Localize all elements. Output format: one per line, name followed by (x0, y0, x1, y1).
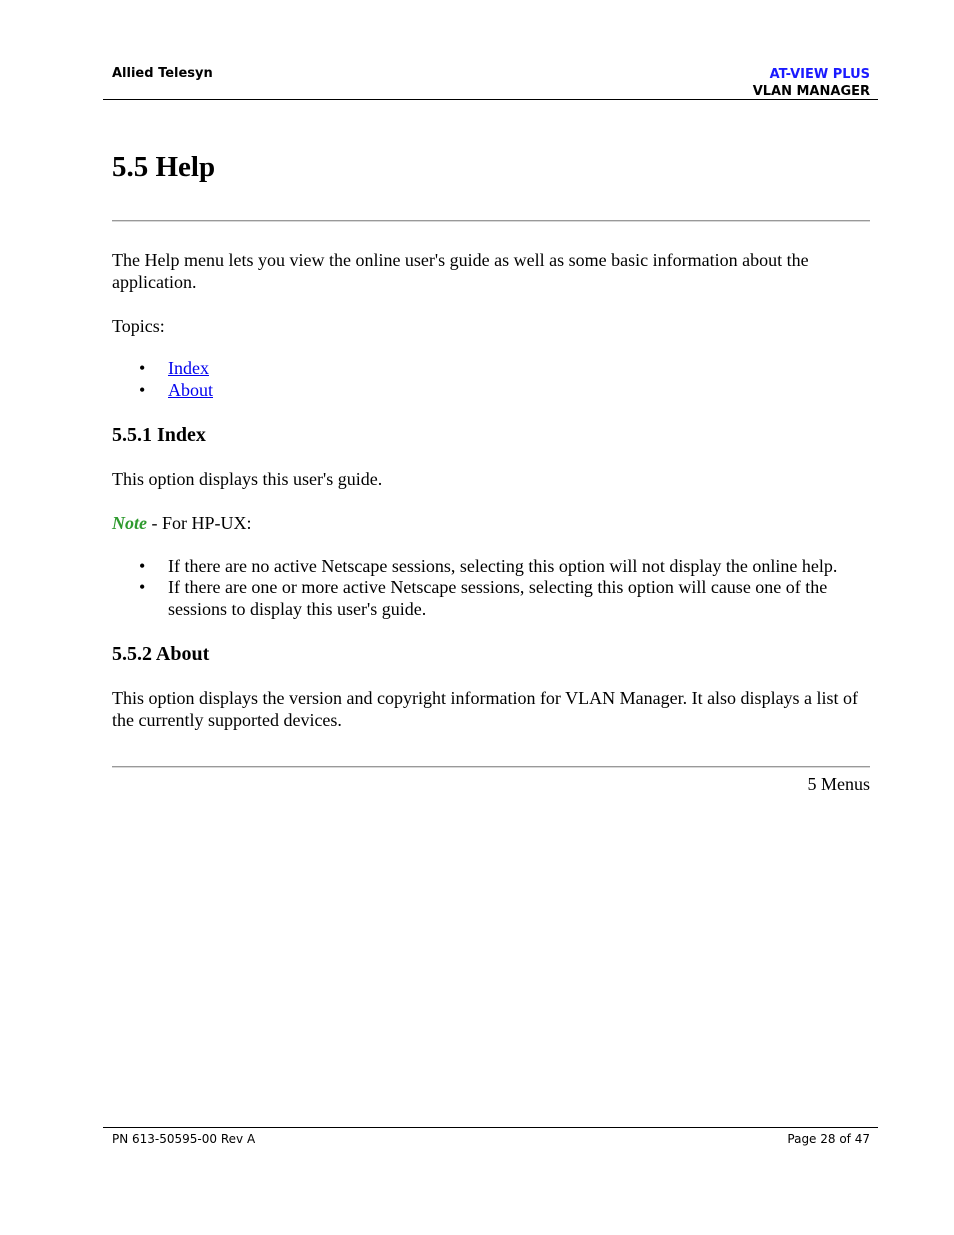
note-list-item (140, 576, 880, 620)
note-bullet-text: If there are one or more active Netscape sessions, selecting this option will cause one of the sessions to display this user's guide. (168, 577, 828, 619)
header-product-line2: VLAN MANAGER (752, 84, 870, 99)
topic-link-about[interactable]: About (168, 380, 213, 400)
bullet-icon: • (139, 358, 146, 378)
bullet-icon: • (139, 556, 146, 576)
footer-page-number: Page 28 of 47 (787, 1132, 870, 1146)
bullet-icon: • (139, 577, 146, 597)
note-label: Note (112, 513, 147, 533)
page-title: 5.5 Help (112, 151, 216, 183)
about-paragraph: This option displays the version and copyright information for VLAN Manager. It also displays a list of the currently supported devices. (112, 688, 859, 730)
header-product (753, 66, 870, 100)
topic-list-item (140, 379, 880, 401)
title-divider (112, 220, 870, 222)
note-bullet-text: If there are no active Netscape sessions, selecting this option will not display the online help. (168, 556, 838, 576)
topic-link-index[interactable]: Index (168, 358, 209, 378)
footer-part-number: PN 613-50595-00 Rev A (112, 1132, 256, 1146)
index-paragraph: This option displays this user's guide. (112, 469, 383, 489)
intro-paragraph: The Help menu lets you view the online user's guide as well as some basic information about the application. (112, 250, 809, 292)
topics-label: Topics: (112, 316, 165, 336)
note-text: - For HP-UX: (147, 513, 252, 533)
header-company: Allied Telesyn (112, 66, 213, 81)
section-footer-label: 5 Menus (807, 774, 870, 794)
section-end-divider (112, 766, 870, 768)
note-paragraph (112, 512, 872, 534)
footer-divider (103, 1127, 878, 1128)
topic-list-item (140, 357, 880, 379)
about-heading: 5.5.2 About (112, 643, 210, 665)
index-heading: 5.5.1 Index (112, 424, 206, 446)
bullet-icon: • (139, 380, 146, 400)
header-divider (103, 99, 878, 100)
header-product-line1: AT-VIEW PLUS (769, 67, 870, 82)
note-list-item (140, 555, 880, 577)
